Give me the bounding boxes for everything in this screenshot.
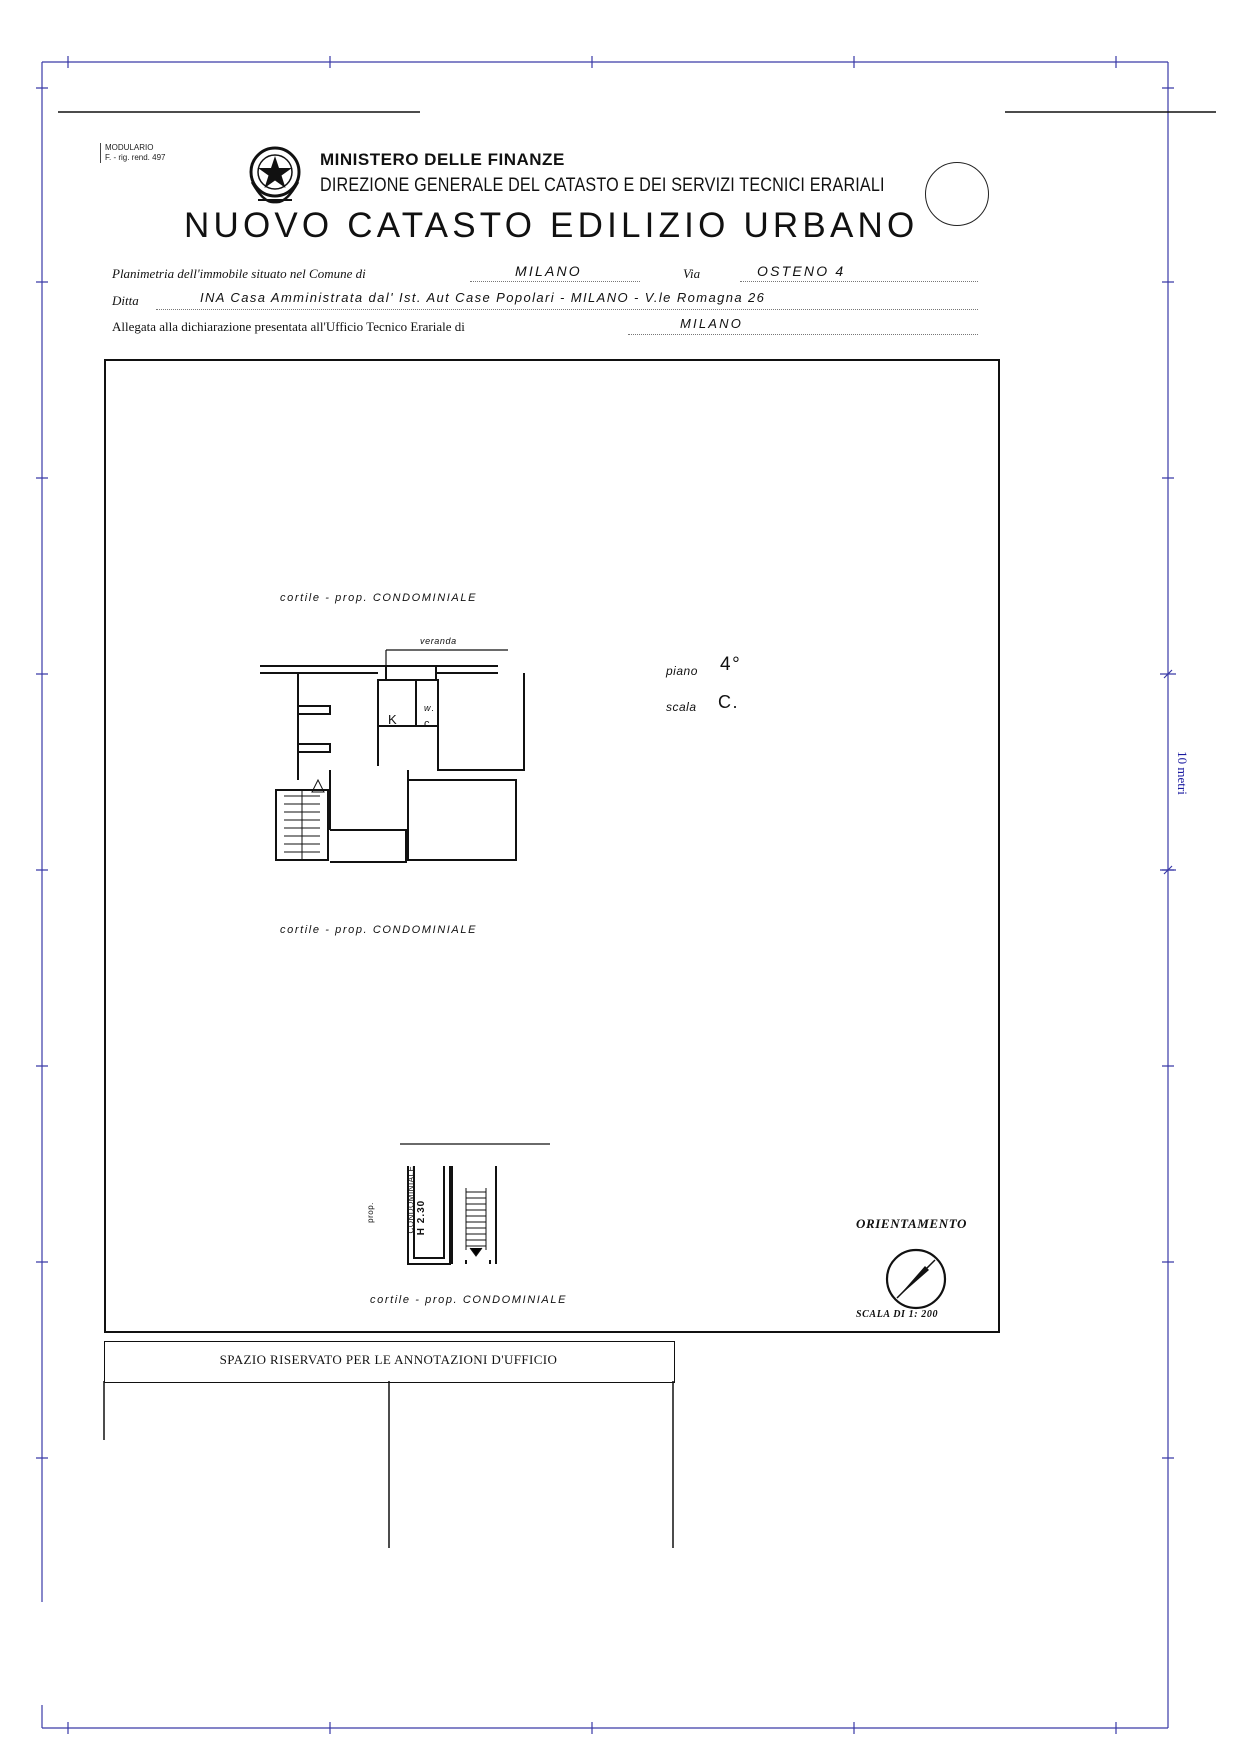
courtyard-label-bottom: cortile - prop. CONDOMINIALE xyxy=(370,1294,568,1306)
courtyard-label-middle: cortile - prop. CONDOMINIALE xyxy=(280,924,478,936)
form-code-line2: F. - rig. rend. 497 xyxy=(105,153,166,162)
orientation-title: ORIENTAMENTO xyxy=(856,1216,967,1231)
row-ufficio-label: Allegata alla dichiarazione presentata all'Ufficio Tecnico Erariale di xyxy=(112,319,465,334)
scale-bar-label: 10 metri xyxy=(1174,751,1190,795)
room-closet-label: c. xyxy=(424,718,436,730)
field-ditta: INA Casa Amministrata dal' Ist. Aut Case Popolari - MILANO - V.le Romagna 26 xyxy=(200,290,766,305)
field-via: OSTENO 4 xyxy=(757,263,846,279)
cellar-height-label: H 2.30 xyxy=(416,1199,428,1236)
stair-label: scala xyxy=(666,700,697,714)
document-title: NUOVO CATASTO EDILIZIO URBANO xyxy=(184,206,919,245)
floor-label: piano xyxy=(666,664,698,678)
courtyard-label-top: cortile - prop. CONDOMINIALE xyxy=(280,592,478,604)
directorate-name: DIREZIONE GENERALE DEL CATASTO E DEI SERVIZI TECNICI ERARIALI xyxy=(320,175,885,196)
field-ufficio: MILANO xyxy=(680,316,744,331)
room-kitchen-label: K xyxy=(388,712,399,727)
row-comune-label: Planimetria dell'immobile situato nel Comune di xyxy=(112,266,366,281)
cellar-side-label-condominiale: CONDOMINIALE xyxy=(406,1165,416,1234)
row-via-label: Via xyxy=(683,266,701,281)
form-code-line1: MODULARIO xyxy=(105,143,154,152)
office-annotations-title: SPAZIO RISERVATO PER LE ANNOTAZIONI D'UFFICIO xyxy=(219,1352,558,1367)
stair-value: C. xyxy=(718,692,739,712)
ministry-name: MINISTERO DELLE FINANZE xyxy=(320,150,565,169)
row-ditta-label: Ditta xyxy=(112,293,139,308)
room-wc-label: w. xyxy=(424,703,436,713)
field-comune: MILANO xyxy=(515,263,582,279)
scale-ratio: SCALA DI 1: 200 xyxy=(856,1309,939,1320)
veranda-label: veranda xyxy=(420,636,457,646)
cellar-side-label-prop: prop. xyxy=(365,1202,375,1223)
floor-value: 4° xyxy=(720,654,742,675)
